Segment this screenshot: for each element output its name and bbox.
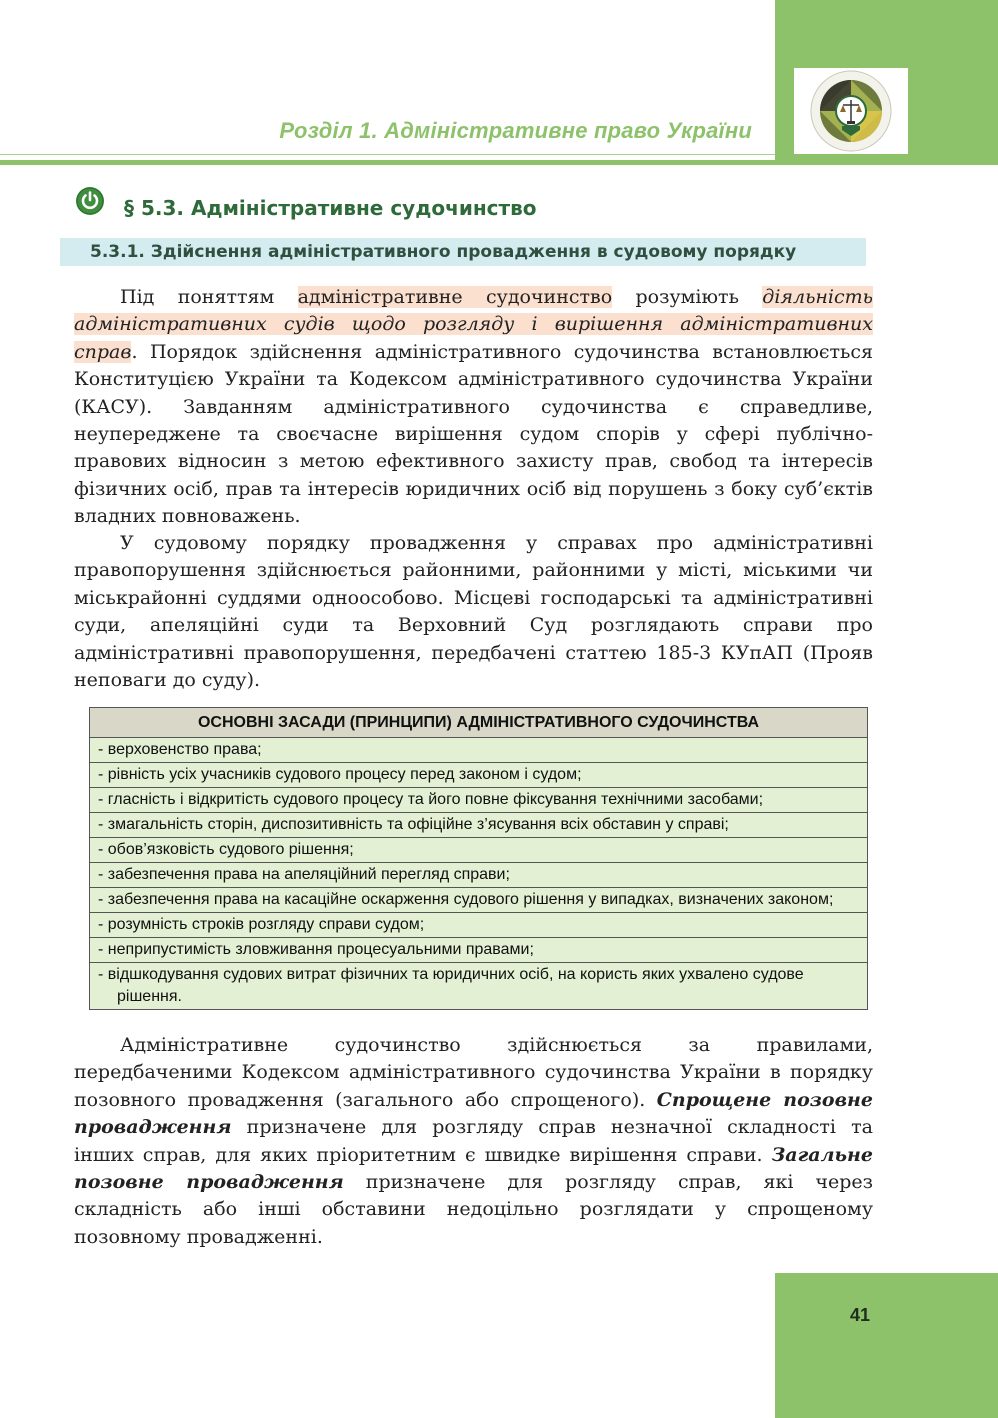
paragraph-mid: розуміють (612, 286, 763, 308)
principle-item: - забезпечення права на апеляційний перегляд справи; (98, 866, 510, 883)
table-row (90, 888, 868, 913)
table-row (90, 738, 868, 763)
paragraph-mid: призначене для розгляду справ незначної складності та інших справ, для яких пріоритетним є швидке вирішення справи. (74, 1116, 873, 1166)
principles-table-header: ОСНОВНІ ЗАСАДИ (ПРИНЦИПИ) АДМІНІСТРАТИВНОГО СУДОЧИНСТВА (90, 708, 868, 738)
highlighted-term: адміністративне судочинство (297, 286, 613, 308)
table-row (90, 913, 868, 938)
emphasized-term-simplified: Спрощене позовне провадження (74, 1088, 873, 1139)
table-row (90, 938, 868, 963)
emphasized-term-general: Загальне позовне провадження (74, 1143, 873, 1194)
paragraph-definition (74, 284, 873, 531)
principles-table (89, 707, 868, 1010)
principle-item: - змагальність сторін, диспозитивність та офіційне з’ясування всіх обставин у справі; (98, 816, 729, 833)
power-icon (75, 186, 105, 216)
paragraph-rest: призначене для розгляду справ, які через складність або інші обставини недоцільно розглядати у спрощеному позовному провадженні. (74, 1171, 874, 1248)
court-emblem-logo (794, 68, 908, 154)
principle-item: - розумність строків розгляду справи судом; (98, 916, 425, 933)
principle-item: - гласність і відкритість судового процесу та його повне фіксування технічними засобами; (98, 791, 764, 808)
principle-item: - рівність усіх учасників судового процесу перед законом і судом; (98, 766, 582, 783)
paragraph-rest: . Порядок здійснення адміністративного судочинства встановлюється Конституцією України та Кодексом адміністративного судочинства України (КАСУ). Завданням адміністративного судочинства є справедливе, неупереджене та своєчасне вирішення судом спорів у сфері публічно-правових відносин з метою ефективного захисту прав, свобод та інтересів фізичних осіб, прав та інтересів юридичних осіб від порушень з боку суб’єктів владних повноважень. (74, 340, 873, 528)
subsection-title: 5.3.1. Здійснення адміністративного провадження в судовому порядку (90, 242, 797, 262)
header-rule (0, 160, 775, 165)
principle-item: - неприпустимість зловживання процесуальними правами; (98, 941, 534, 958)
paragraph-lead: Адміністративне судочинство здійснюється за правилами, передбаченими Кодексом адміністративного судочинства України в порядку позовного провадження (загального або спрощеного). (74, 1034, 873, 1111)
chapter-title: Розділ 1. Адміністративне право України (279, 118, 752, 143)
table-row (90, 763, 868, 788)
section-title: § 5.3. Адміністративне судочинство (124, 196, 537, 220)
paragraph-proceedings (74, 1032, 873, 1251)
paragraph-court-procedure (74, 530, 873, 694)
principle-item: - відшкодування судових витрат фізичних та юридичних осіб, на користь яких ухвалено судове рішення. (98, 966, 804, 1005)
table-row (90, 788, 868, 813)
principle-item: - обов’язковість судового рішення; (98, 841, 354, 858)
table-row (90, 813, 868, 838)
principle-item: - забезпечення права на касаційне оскарження судового рішення у випадках, визначених законом; (98, 891, 834, 908)
bottom-sidebar-block (775, 1273, 998, 1418)
table-row (90, 863, 868, 888)
page-number: 41 (850, 1305, 871, 1325)
header-rule-thin (0, 154, 775, 155)
highlighted-definition: діяльність адміністративних судів щодо розгляду і вирішення адміністративних справ (74, 286, 874, 363)
paragraph-text: У судовому порядку провадження у справах про адміністративні правопорушення здійснюється районними, районними у місті, міськими чи міськрайонні суддями одноособово. Місцеві господарські та адміністративні суди, апеляційні суди та Верховний Суд розглядають справи про адміністративні правопорушення, передбачені статтею 185-3 КУпАП (Прояв неповаги до суду). (74, 532, 873, 692)
table-row (90, 963, 868, 1010)
principle-item: - верховенство права; (98, 741, 262, 758)
table-row (90, 838, 868, 863)
paragraph-lead: Під поняттям (120, 286, 298, 308)
